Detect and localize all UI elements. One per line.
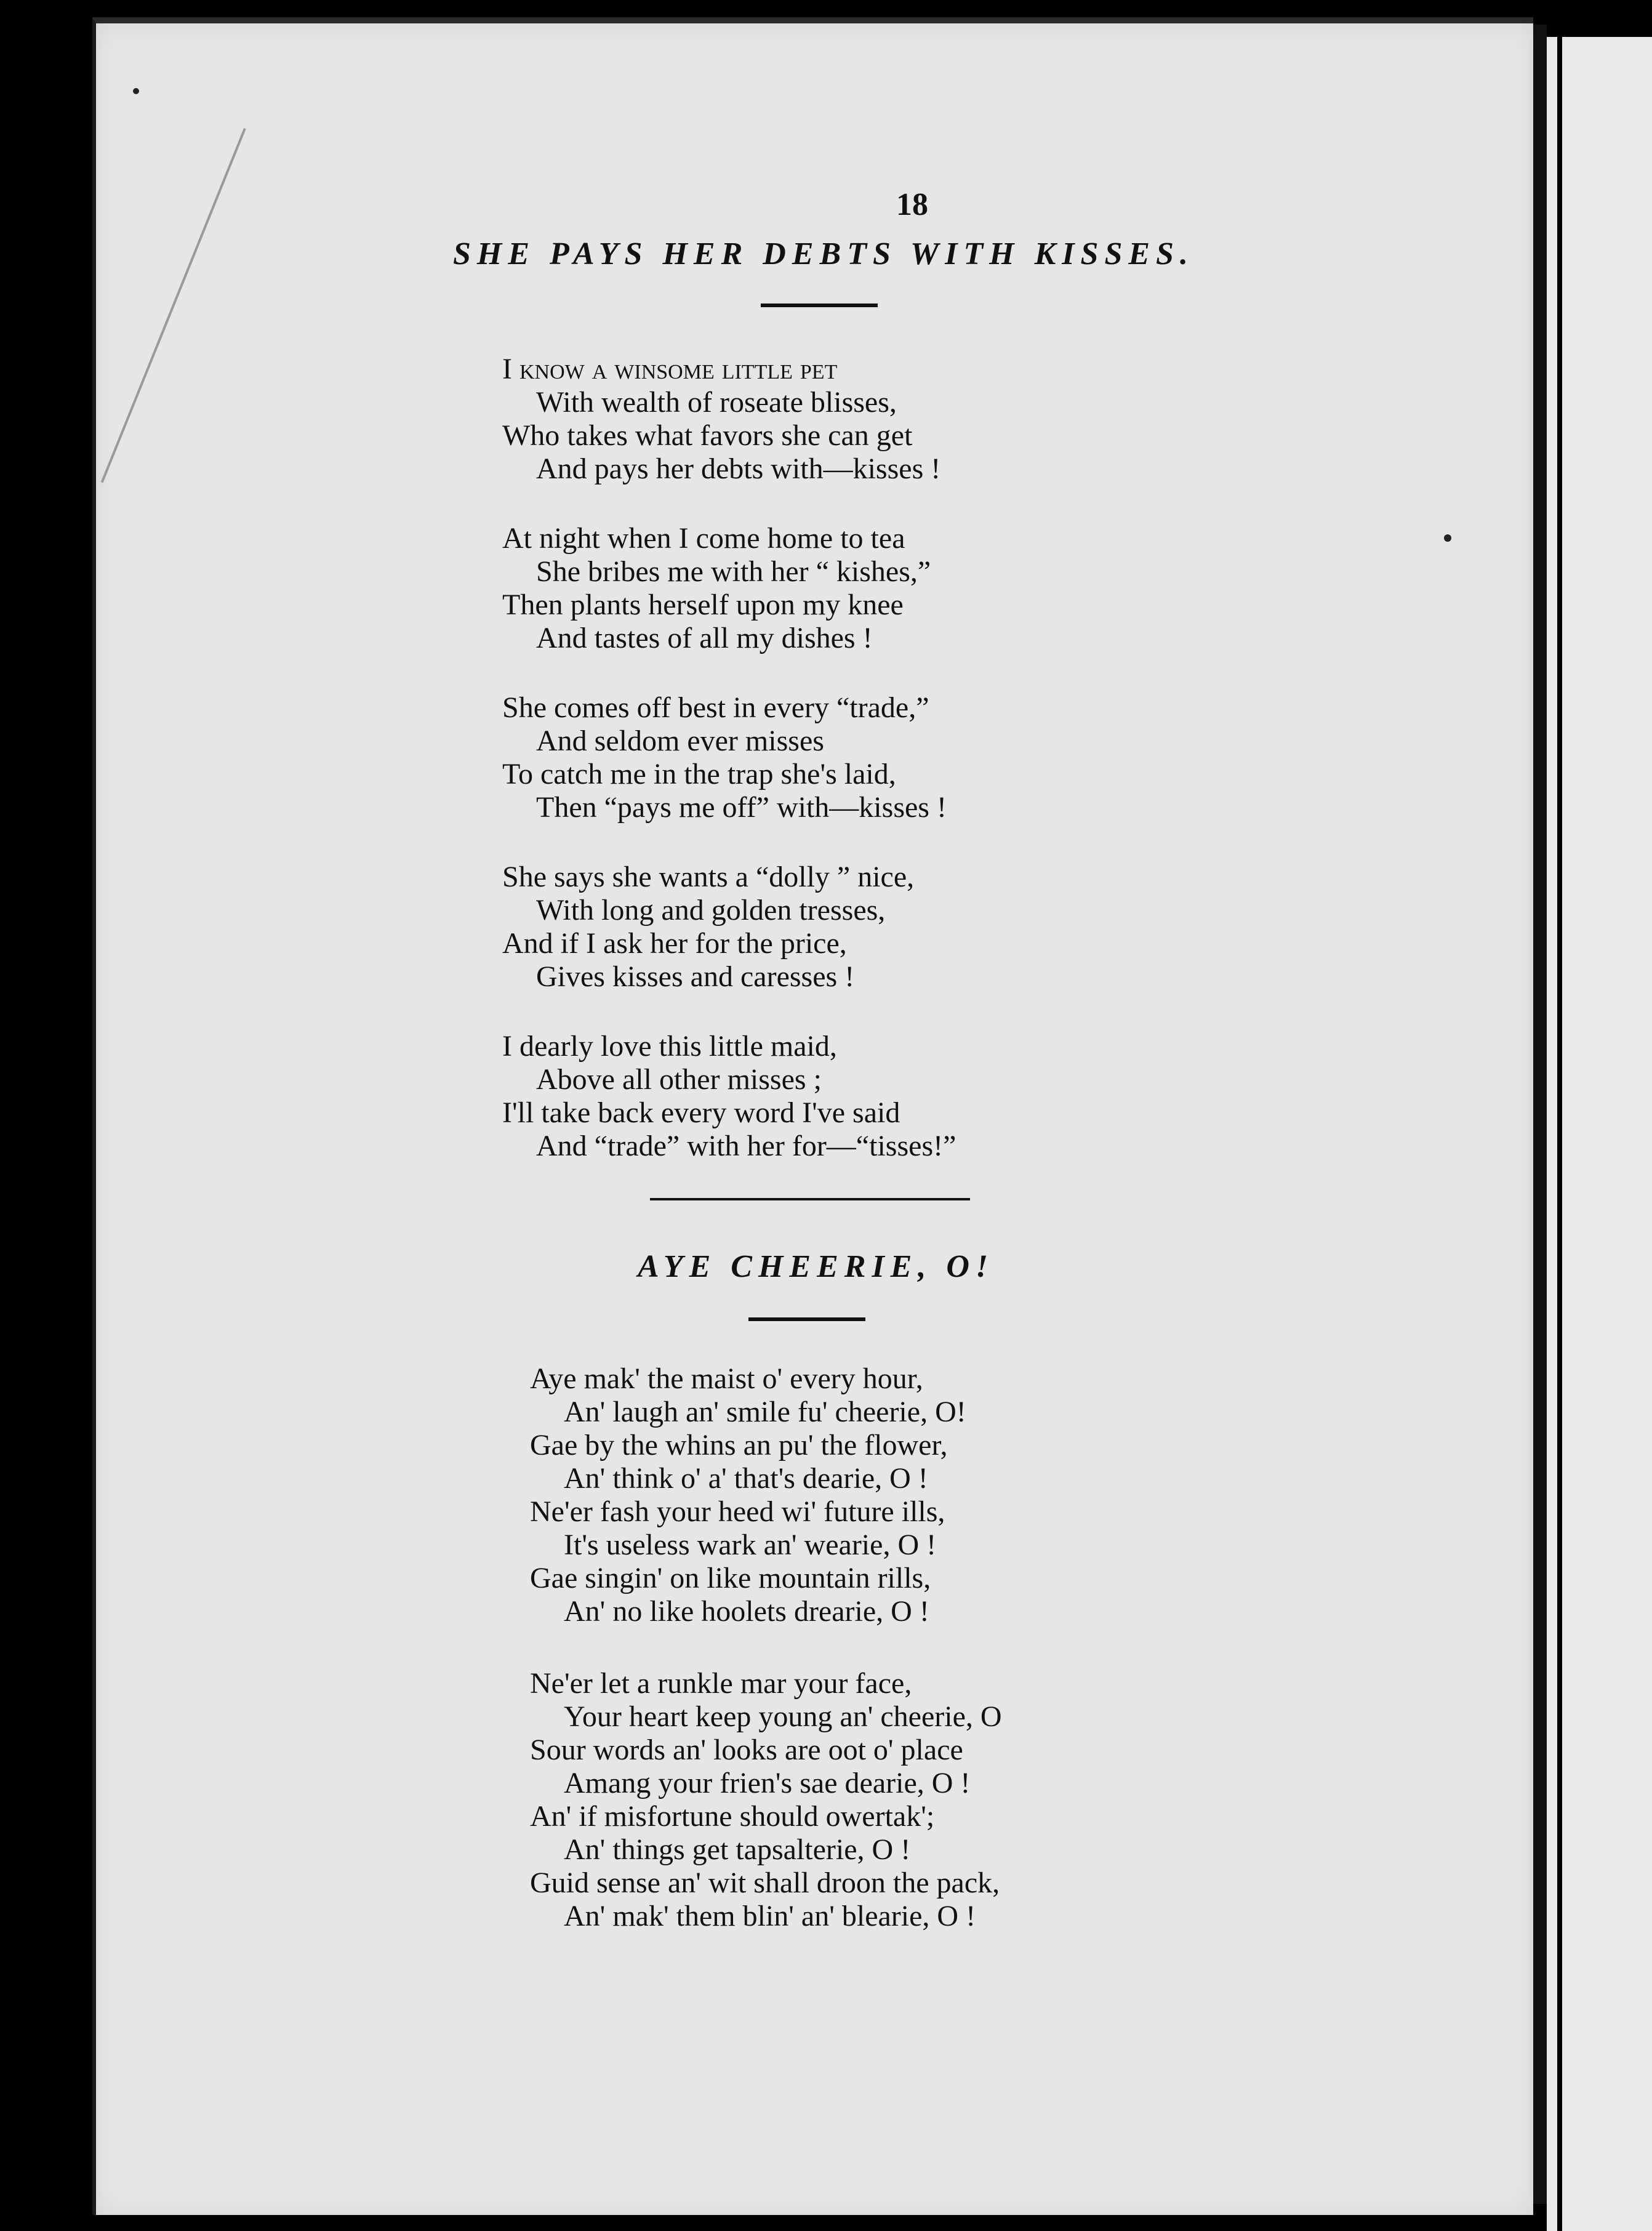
poem-line: Then plants herself upon my knee xyxy=(502,589,904,621)
section-divider xyxy=(650,1198,970,1200)
poem-line: I dearly love this little maid, xyxy=(502,1030,837,1063)
poem-line: An' mak' them blin' an' blearie, O ! xyxy=(564,1900,976,1932)
poem-stanza xyxy=(502,522,931,655)
poem-line: Ne'er let a runkle mar your face, xyxy=(530,1667,912,1700)
poem-line: An' no like hoolets drearie, O ! xyxy=(564,1595,929,1628)
poem-line: To catch me in the trap she's laid, xyxy=(502,758,896,790)
poem-line: Guid sense an' wit shall droon the pack, xyxy=(530,1867,1000,1899)
page-number: 18 xyxy=(896,187,928,222)
poem-line: She says she wants a “dolly ” nice, xyxy=(502,861,915,893)
poem-line: And “trade” with her for—“tisses!” xyxy=(536,1130,956,1162)
poem-line: I'll take back every word I've said xyxy=(502,1096,900,1129)
title-rule xyxy=(761,303,878,307)
poem-line: Aye mak' the maist o' every hour, xyxy=(530,1362,923,1395)
poem-stanza xyxy=(530,1362,966,1628)
poem-title: SHE PAYS HER DEBTS WITH KISSES. xyxy=(453,236,1194,271)
poem-line: Sour words an' looks are oot o' place xyxy=(530,1734,963,1766)
poem-line: With wealth of roseate blisses, xyxy=(536,386,897,419)
poem-title: AYE CHEERIE, O! xyxy=(638,1249,995,1284)
poem-line: An' if misfortune should owertak'; xyxy=(530,1800,935,1833)
title-rule xyxy=(748,1317,865,1321)
poem-line: At night when I come home to tea xyxy=(502,522,905,555)
scan-edge xyxy=(1557,0,1562,2231)
poem-stanza xyxy=(502,353,940,486)
poem-line: She bribes me with her “ kishes,” xyxy=(536,555,931,588)
poem-line: Above all other misses ; xyxy=(536,1063,822,1096)
poem-line: Amang your frien's sae dearie, O ! xyxy=(564,1767,971,1799)
adjacent-page xyxy=(1547,37,1652,2231)
book-page xyxy=(92,17,1533,2215)
page-crease xyxy=(101,128,246,483)
poem-line: An' think o' a' that's dearie, O ! xyxy=(564,1462,928,1495)
page-speck xyxy=(133,88,139,94)
poem-line: An' things get tapsalterie, O ! xyxy=(564,1833,911,1866)
poem-stanza xyxy=(530,1667,1002,1933)
poem-line: It's useless wark an' wearie, O ! xyxy=(564,1529,937,1561)
poem-line: And seldom ever misses xyxy=(536,725,824,757)
poem-stanza xyxy=(502,691,947,824)
poem-stanza xyxy=(502,1030,956,1163)
poem-line: And tastes of all my dishes ! xyxy=(536,622,873,654)
poem-line: Who takes what favors she can get xyxy=(502,419,913,452)
poem-line: She comes off best in every “trade,” xyxy=(502,691,929,724)
poem-line: And pays her debts with—kisses ! xyxy=(536,452,941,485)
poem-line: I know a winsome little pet xyxy=(502,353,838,385)
poem-line: Your heart keep young an' cheerie, O xyxy=(564,1700,1002,1733)
poem-line: Then “pays me off” with—kisses ! xyxy=(536,791,947,824)
poem-line: And if I ask her for the price, xyxy=(502,927,847,960)
poem-line: An' laugh an' smile fu' cheerie, O! xyxy=(564,1396,966,1428)
poem-stanza xyxy=(502,861,914,994)
poem-line: Gae singin' on like mountain rills, xyxy=(530,1562,931,1594)
poem-line: Gae by the whins an pu' the flower, xyxy=(530,1429,948,1461)
poem-line: Gives kisses and caresses ! xyxy=(536,960,855,993)
poem-line: With long and golden tresses, xyxy=(536,894,886,927)
page-speck xyxy=(1444,534,1451,542)
poem-line: Ne'er fash your heed wi' future ills, xyxy=(530,1495,945,1528)
